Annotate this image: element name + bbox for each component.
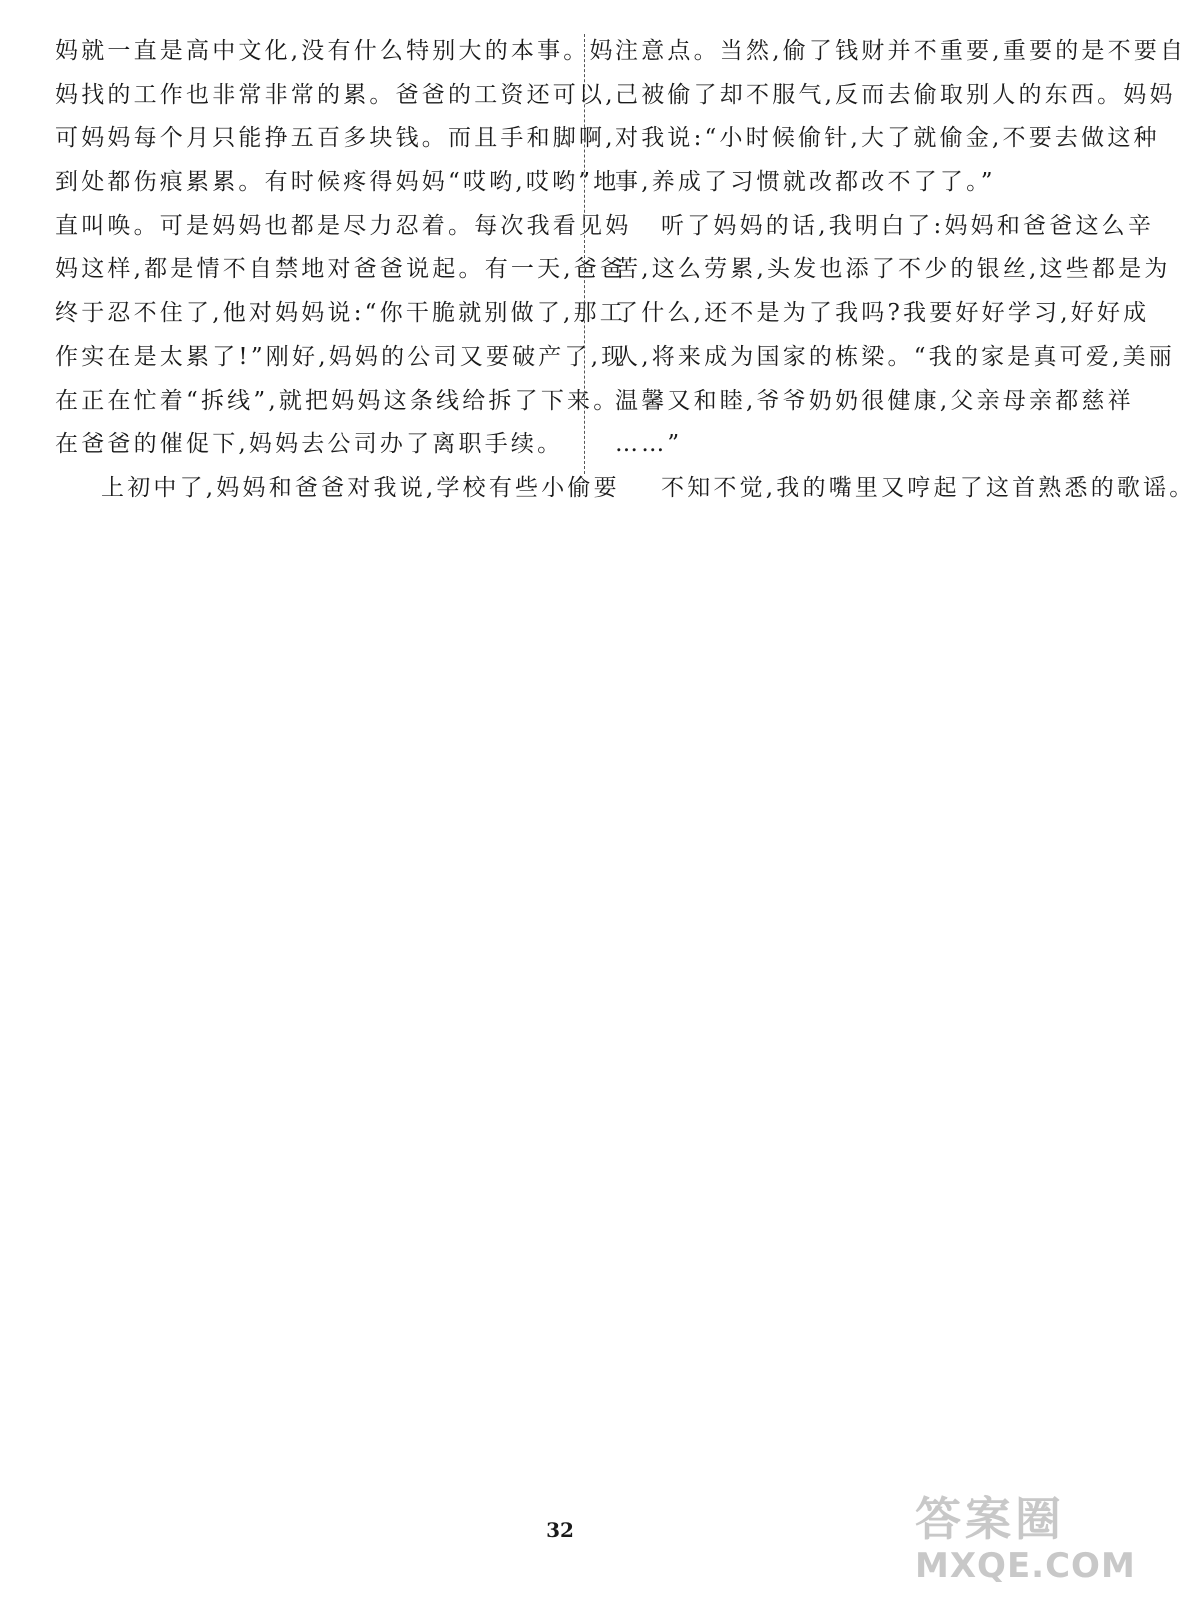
text-line: 上初中了,妈妈和爸爸对我说,学校有些小偷要 — [101, 474, 620, 501]
text-line: 可妈妈每个月只能挣五百多块钱。而且手和脚啊, — [55, 125, 616, 152]
text-line: 了什么,还不是为了我吗?我要好好学习,好好成 — [615, 300, 1150, 327]
right-column — [615, 30, 1196, 511]
left-column — [55, 30, 632, 511]
page-number: 32 — [546, 1518, 574, 1542]
text-line: 直叫唤。可是妈妈也都是尽力忍着。每次我看见妈 — [55, 212, 632, 239]
text-line: ……” — [615, 431, 683, 458]
watermark-text: MXQE.COM — [915, 1546, 1136, 1586]
column-divider — [584, 34, 585, 474]
text-line: 温馨又和睦,爷爷奶奶很健康,父亲母亲都慈祥 — [615, 387, 1134, 414]
watermark-mark: 答案圈 — [915, 1492, 1065, 1546]
text-line: 妈找的工作也非常非常的累。爸爸的工资还可以, — [55, 81, 616, 108]
text-line: 妈就一直是高中文化,没有什么特别大的本事。妈 — [55, 38, 616, 64]
text-line: 终于忍不住了,他对妈妈说:“你干脆就别做了,那工 — [55, 300, 626, 327]
text-line: 作实在是太累了!”刚好,妈妈的公司又要破产了,现 — [55, 343, 628, 370]
text-line: 己被偷了却不服气,反而去偷取别人的东西。妈妈 — [615, 81, 1176, 108]
text-line: 听了妈妈的话,我明白了:妈妈和爸爸这么辛 — [661, 212, 1155, 239]
text-line: 苦,这么劳累,头发也添了不少的银丝,这些都是为 — [615, 256, 1171, 283]
text-line: 人,将来成为国家的栋梁。“我的家是真可爱,美丽 — [615, 343, 1175, 370]
text-line: 到处都伤痕累累。有时候疼得妈妈“哎哟,哎哟”地 — [55, 169, 620, 196]
text-line: 不知不觉,我的嘴里又哼起了这首熟悉的歌谣。 — [661, 474, 1196, 501]
text-line: 在正在忙着“拆线”,就把妈妈这条线给拆了下来。 — [55, 387, 620, 414]
text-line: 在爸爸的催促下,妈妈去公司办了离职手续。 — [55, 431, 564, 458]
text-line: 对我说:“小时候偷针,大了就偷金,不要去做这种 — [615, 125, 1160, 152]
text-line: 注意点。当然,偷了钱财并不重要,重要的是不要自 — [615, 38, 1187, 64]
text-line: 妈这样,都是情不自禁地对爸爸说起。有一天,爸爸 — [55, 256, 627, 283]
text-line: 事,养成了习惯就改都改不了了。” — [615, 169, 996, 196]
watermark-logo — [915, 1490, 1136, 1590]
